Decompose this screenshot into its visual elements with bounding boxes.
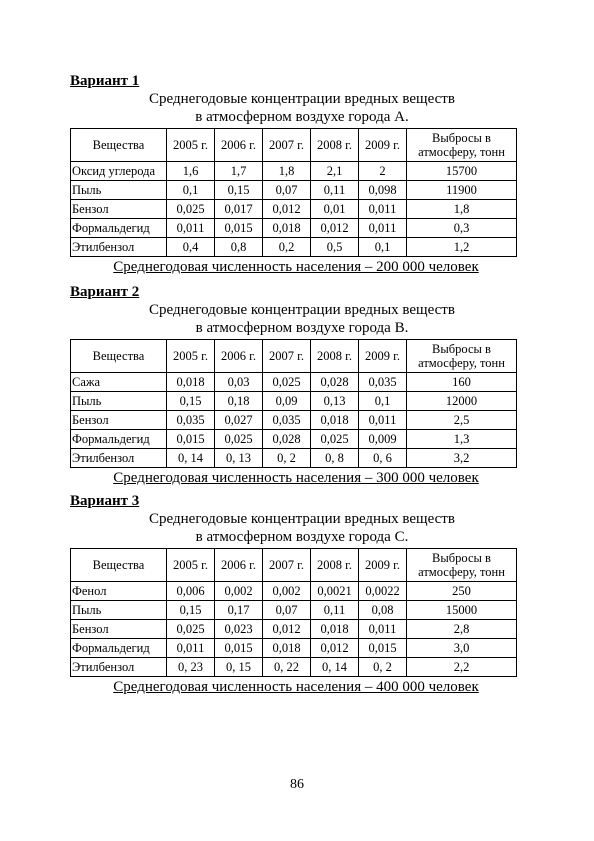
value-cell: 0,015 [215,639,263,658]
substance-name-cell: Бензол [71,620,167,639]
value-cell: 0,025 [263,373,311,392]
value-cell: 0,035 [167,411,215,430]
value-cell: 0,15 [167,601,215,620]
variant-heading: Вариант 2 [70,284,140,300]
population-text: Среднегодовая численность населения – 200 000 человек [113,259,479,275]
table-caption: Среднегодовые концентрации вредных веществ [149,302,455,318]
table-row [71,200,517,219]
value-cell: 0,028 [263,430,311,449]
table-row [71,601,517,620]
value-cell: 0,012 [311,219,359,238]
table-row [71,430,517,449]
value-cell: 0,015 [167,430,215,449]
value-cell: 0,011 [167,639,215,658]
value-cell: 0,1 [359,392,407,411]
column-header: 2005 г. [167,129,215,162]
value-cell: 0,018 [311,411,359,430]
value-cell: 3,2 [407,449,517,468]
value-cell: 0,17 [215,601,263,620]
column-header: 2006 г. [215,340,263,373]
table-row [71,181,517,200]
table-row [71,411,517,430]
value-cell: 0,1 [359,238,407,257]
value-cell: 160 [407,373,517,392]
column-header: 2006 г. [215,549,263,582]
value-cell: 0,098 [359,181,407,200]
value-cell: 0,5 [311,238,359,257]
value-cell: 0,006 [167,582,215,601]
concentration-table [70,339,517,468]
table-row [71,620,517,639]
value-cell: 2,5 [407,411,517,430]
value-cell: 0,0022 [359,582,407,601]
substance-name-cell: Формальдегид [71,430,167,449]
column-header: 2009 г. [359,549,407,582]
column-header: Выбросы в атмосферу, тонн [407,129,517,162]
value-cell: 0,002 [263,582,311,601]
table-caption: Среднегодовые концентрации вредных веществ [149,91,455,107]
population-line [70,678,522,696]
column-header: 2005 г. [167,549,215,582]
column-header: Выбросы в атмосферу, тонн [407,549,517,582]
value-cell: 0,011 [167,219,215,238]
value-cell: 1,3 [407,430,517,449]
table-caption: в атмосферном воздухе города В. [195,320,409,336]
variant-2-section [70,283,522,487]
table-row [71,449,517,468]
value-cell: 2,1 [311,162,359,181]
value-cell: 0,018 [263,219,311,238]
table-row [71,639,517,658]
value-cell: 0,012 [263,200,311,219]
column-header: 2009 г. [359,340,407,373]
value-cell: 0,009 [359,430,407,449]
substance-name-cell: Пыль [71,181,167,200]
value-cell: 15000 [407,601,517,620]
substance-name-cell: Формальдегид [71,639,167,658]
value-cell: 0,2 [263,238,311,257]
value-cell: 250 [407,582,517,601]
value-cell: 0,011 [359,200,407,219]
value-cell: 0,18 [215,392,263,411]
table-caption: в атмосферном воздухе города А. [195,109,409,125]
substance-name-cell: Формальдегид [71,219,167,238]
table-row [71,238,517,257]
value-cell: 12000 [407,392,517,411]
value-cell: 3,0 [407,639,517,658]
value-cell: 0,11 [311,601,359,620]
table-row [71,658,517,677]
table-header-row [71,549,517,582]
value-cell: 1,7 [215,162,263,181]
value-cell: 0, 2 [263,449,311,468]
value-cell: 0,011 [359,620,407,639]
table-row [71,219,517,238]
value-cell: 1,2 [407,238,517,257]
value-cell: 0,15 [167,392,215,411]
substance-name-cell: Этилбензол [71,658,167,677]
substance-name-cell: Этилбензол [71,449,167,468]
value-cell: 0,002 [215,582,263,601]
value-cell: 0,01 [311,200,359,219]
value-cell: 0,4 [167,238,215,257]
value-cell: 0,011 [359,219,407,238]
value-cell: 0, 14 [167,449,215,468]
value-cell: 2,8 [407,620,517,639]
column-header: Вещества [71,129,167,162]
substance-name-cell: Бензол [71,200,167,219]
variant-1-section [70,72,522,276]
value-cell: 0, 14 [311,658,359,677]
table-caption: в атмосферном воздухе города С. [195,529,409,545]
column-header: 2005 г. [167,340,215,373]
column-header: 2009 г. [359,129,407,162]
value-cell: 0,015 [359,639,407,658]
column-header: 2007 г. [263,549,311,582]
value-cell: 15700 [407,162,517,181]
value-cell: 1,8 [263,162,311,181]
table-header-row [71,129,517,162]
value-cell: 0,035 [359,373,407,392]
column-header: Выбросы в атмосферу, тонн [407,340,517,373]
value-cell: 0, 22 [263,658,311,677]
value-cell: 0,07 [263,181,311,200]
value-cell: 2 [359,162,407,181]
value-cell: 0, 6 [359,449,407,468]
value-cell: 0,8 [215,238,263,257]
value-cell: 0,018 [167,373,215,392]
value-cell: 0,015 [215,219,263,238]
value-cell: 0,025 [167,200,215,219]
column-header: Вещества [71,340,167,373]
variant-heading: Вариант 3 [70,493,140,509]
table-header-row [71,340,517,373]
variant-heading: Вариант 1 [70,73,140,89]
value-cell: 0, 23 [167,658,215,677]
value-cell: 0,018 [263,639,311,658]
value-cell: 0,07 [263,601,311,620]
value-cell: 0,018 [311,620,359,639]
column-header: 2008 г. [311,340,359,373]
population-text: Среднегодовая численность населения – 300 000 человек [113,470,479,486]
table-caption: Среднегодовые концентрации вредных веществ [149,511,455,527]
value-cell: 0,025 [215,430,263,449]
table-row [71,162,517,181]
value-cell: 0,0021 [311,582,359,601]
substance-name-cell: Сажа [71,373,167,392]
value-cell: 0,15 [215,181,263,200]
value-cell: 1,6 [167,162,215,181]
table-row [71,582,517,601]
column-header: 2006 г. [215,129,263,162]
value-cell: 0,011 [359,411,407,430]
value-cell: 0,13 [311,392,359,411]
value-cell: 0, 15 [215,658,263,677]
value-cell: 1,8 [407,200,517,219]
concentration-table [70,128,517,257]
value-cell: 0,03 [215,373,263,392]
value-cell: 0, 2 [359,658,407,677]
value-cell: 0,012 [311,639,359,658]
substance-name-cell: Пыль [71,601,167,620]
value-cell: 2,2 [407,658,517,677]
value-cell: 0,028 [311,373,359,392]
value-cell: 0,017 [215,200,263,219]
column-header: 2008 г. [311,129,359,162]
value-cell: 0, 13 [215,449,263,468]
value-cell: 11900 [407,181,517,200]
table-row [71,373,517,392]
value-cell: 0,08 [359,601,407,620]
concentration-table [70,548,517,677]
value-cell: 0,025 [311,430,359,449]
substance-name-cell: Оксид углерода [71,162,167,181]
value-cell: 0,027 [215,411,263,430]
column-header: 2007 г. [263,129,311,162]
value-cell: 0,023 [215,620,263,639]
variant-3-section [70,492,522,696]
value-cell: 0,035 [263,411,311,430]
page-number: 86 [290,777,304,792]
value-cell: 0,025 [167,620,215,639]
substance-name-cell: Бензол [71,411,167,430]
column-header: Вещества [71,549,167,582]
population-line [70,469,522,487]
population-text: Среднегодовая численность населения – 400 000 человек [113,679,479,695]
value-cell: 0,09 [263,392,311,411]
value-cell: 0,11 [311,181,359,200]
value-cell: 0,1 [167,181,215,200]
substance-name-cell: Фенол [71,582,167,601]
column-header: 2008 г. [311,549,359,582]
table-row [71,392,517,411]
value-cell: 0, 8 [311,449,359,468]
value-cell: 0,012 [263,620,311,639]
substance-name-cell: Этилбензол [71,238,167,257]
value-cell: 0,3 [407,219,517,238]
column-header: 2007 г. [263,340,311,373]
substance-name-cell: Пыль [71,392,167,411]
population-line [70,258,522,276]
